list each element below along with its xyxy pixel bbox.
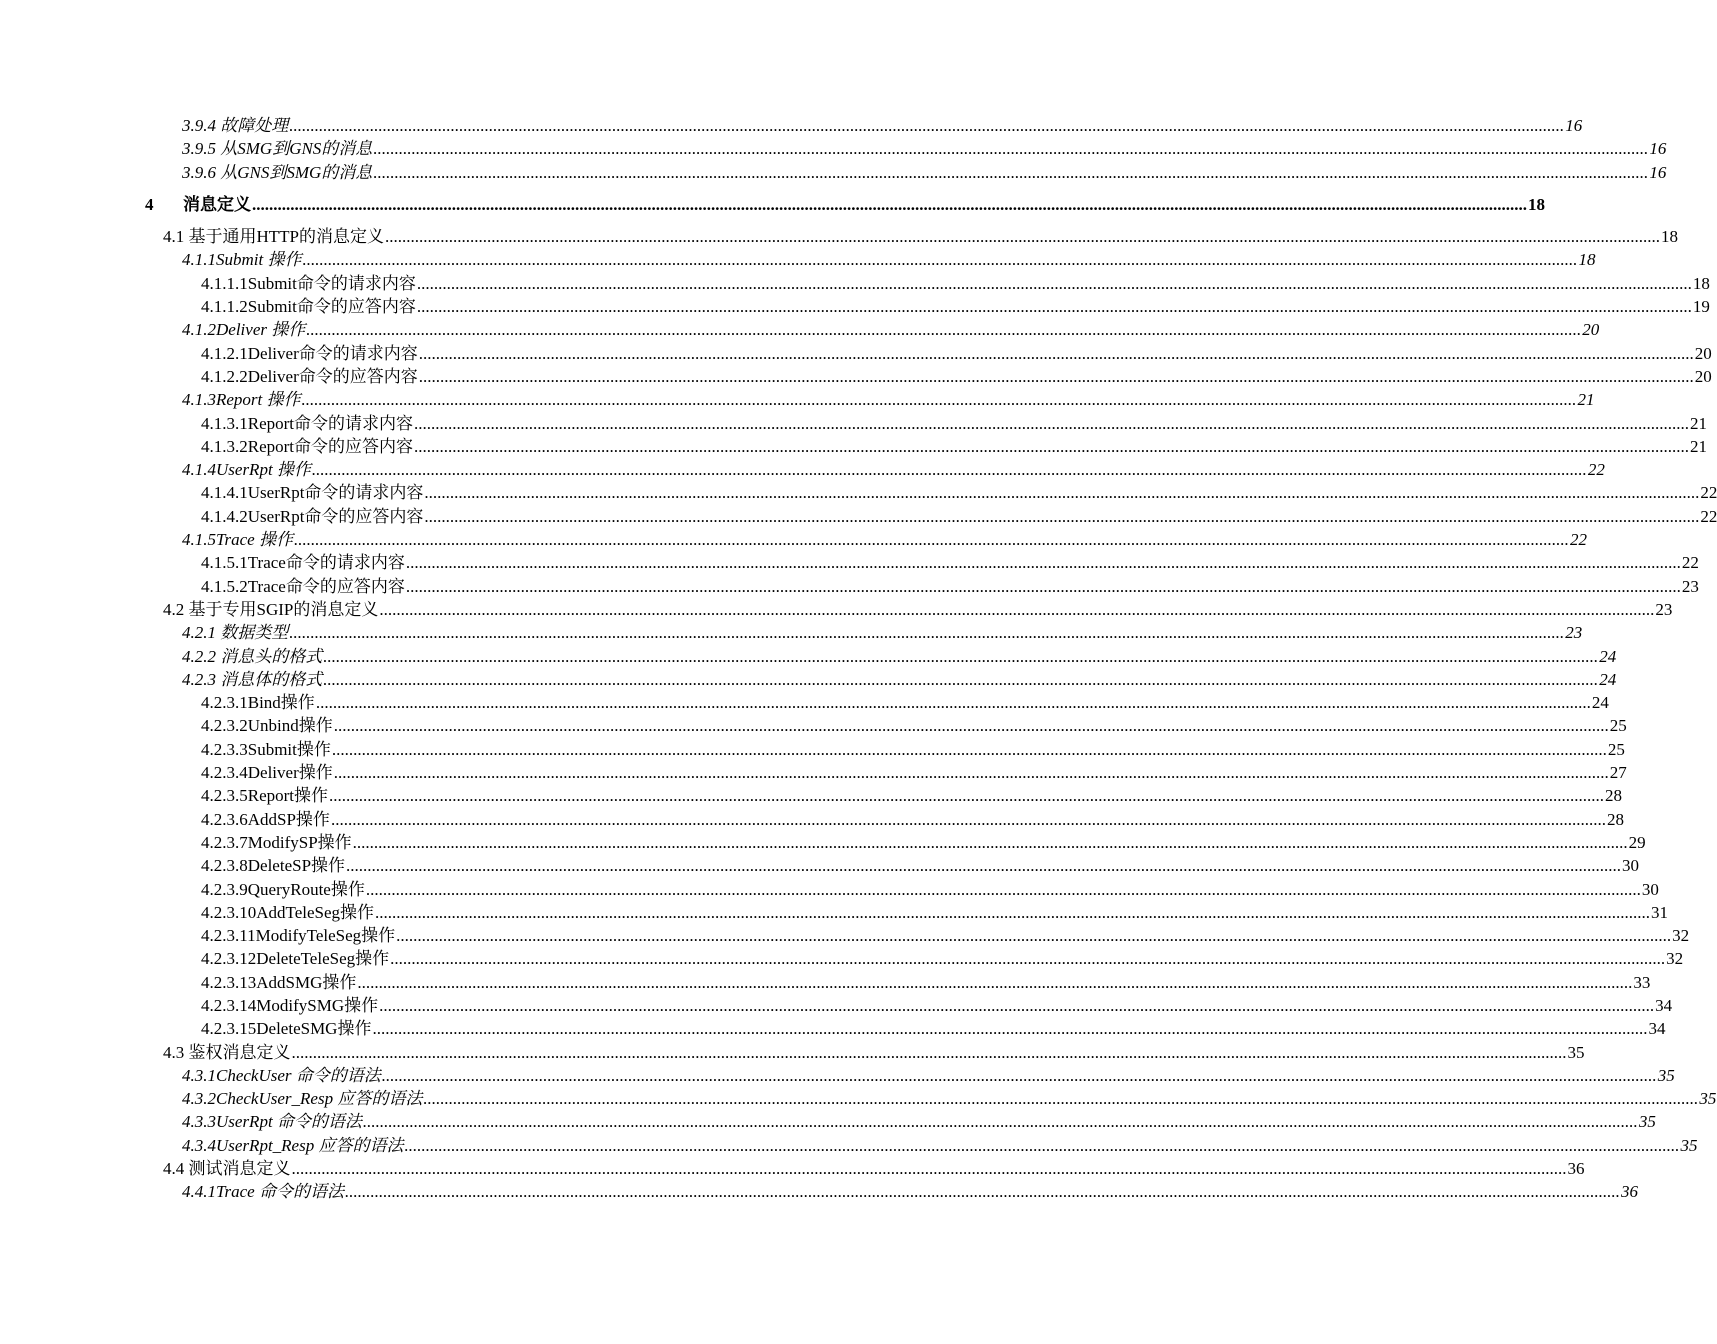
toc-entry-number: 4 — [145, 194, 154, 214]
toc-entry[interactable] — [0, 1087, 1717, 1110]
toc-entry[interactable] — [0, 761, 1627, 784]
toc-dot-leader: ............................................................................................................................................................................................................................................................................................................ — [329, 786, 1605, 806]
toc-dot-leader: ............................................................................................................................................................................................................................................................................................................ — [396, 926, 1672, 946]
toc-page-number: 19 — [1692, 297, 1710, 317]
toc-dot-leader: ............................................................................................................................................................................................................................................................................................................ — [301, 390, 1577, 410]
toc-entry-title: 4.1.3Report 操作 — [182, 390, 301, 410]
toc-entry[interactable] — [0, 505, 1717, 528]
toc-entry-title: 4.2.3.10AddTeleSeg操作 — [201, 902, 375, 922]
toc-entry[interactable] — [0, 1041, 1585, 1064]
toc-page-number: 22 — [1700, 483, 1717, 503]
toc-dot-leader: ............................................................................................................................................................................................................................................................................................................ — [414, 436, 1690, 456]
toc-dot-leader: ............................................................................................................................................................................................................................................................................................................ — [315, 693, 1591, 713]
toc-dot-leader: ............................................................................................................................................................................................................................................................................................................ — [323, 646, 1599, 666]
table-of-contents — [0, 114, 1717, 1204]
toc-dot-leader: ............................................................................................................................................................................................................................................................................................................ — [373, 139, 1649, 159]
toc-entry[interactable] — [0, 1180, 1638, 1203]
toc-entry-title: 4.3.1CheckUser 命令的语法 — [182, 1065, 381, 1085]
toc-entry-title: 4.1.5Trace 操作 — [182, 530, 293, 550]
toc-entry-title: 4.1.1Submit 操作 — [182, 250, 302, 270]
toc-entry-title: 4.1.3.1Report命令的请求内容 — [201, 413, 414, 433]
toc-dot-leader: ............................................................................................................................................................................................................................................................................................................ — [385, 227, 1660, 247]
toc-page-number: 22 — [1587, 460, 1605, 480]
toc-page-number: 16 — [1565, 116, 1583, 135]
toc-entry-title: 3.9.4 故障处理 — [182, 116, 289, 135]
toc-entry[interactable] — [0, 1017, 1666, 1040]
toc-entry-title: 4.2.3.9QueryRoute操作 — [201, 879, 365, 899]
toc-entry-title: 4.3.2CheckUser_Resp 应答的语法 — [182, 1089, 423, 1109]
toc-dot-leader: ............................................................................................................................................................................................................................................................................................................ — [405, 576, 1681, 596]
toc-dot-leader: ............................................................................................................................................................................................................................................................................................................ — [344, 1182, 1620, 1202]
toc-entry[interactable] — [0, 342, 1712, 365]
toc-entry-title: 4.2.1 数据类型 — [182, 623, 289, 643]
toc-dot-leader: ............................................................................................................................................................................................................................................................................................................ — [357, 972, 1633, 992]
toc-page-number: 28 — [1606, 809, 1624, 829]
toc-entry[interactable] — [0, 878, 1659, 901]
toc-dot-leader: ............................................................................................................................................................................................................................................................................................................ — [333, 716, 1609, 736]
toc-entry[interactable] — [0, 161, 1667, 184]
toc-dot-leader: ............................................................................................................................................................................................................................................................................................................ — [291, 1159, 1567, 1179]
toc-entry-title: 4.2.2 消息头的格式 — [182, 646, 323, 666]
toc-page-number: 30 — [1622, 856, 1640, 876]
toc-dot-leader: ............................................................................................................................................................................................................................................................................................................ — [330, 809, 1606, 829]
toc-page-number: 21 — [1690, 413, 1708, 433]
toc-entry[interactable] — [0, 901, 1669, 924]
toc-entry-title: 4.2.3.2Unbind操作 — [201, 716, 333, 736]
toc-page-number: 21 — [1577, 390, 1595, 410]
toc-page-number: 25 — [1607, 739, 1625, 759]
toc-entry[interactable] — [0, 854, 1640, 877]
toc-entry[interactable] — [0, 714, 1627, 737]
toc-page-number: 24 — [1599, 669, 1617, 689]
toc-entry[interactable] — [0, 645, 1617, 668]
toc-dot-leader: ............................................................................................................................................................................................................................................................................................................ — [362, 1112, 1638, 1132]
toc-dot-leader: ............................................................................................................................................................................................................................................................................................................ — [365, 879, 1641, 899]
toc-dot-leader: ............................................................................................................................................................................................................................................................................................................ — [372, 1019, 1648, 1039]
toc-entry-title: 4.2.3.1Bind操作 — [201, 693, 315, 713]
toc-entry[interactable] — [0, 551, 1699, 574]
toc-entry[interactable] — [0, 365, 1712, 388]
toc-page-number: 18 — [1692, 273, 1710, 293]
toc-page-number: 36 — [1620, 1182, 1638, 1202]
toc-page-number: 18 — [1528, 194, 1545, 214]
toc-entry[interactable] — [0, 193, 1545, 216]
toc-entry[interactable] — [0, 924, 1690, 947]
toc-dot-leader: ............................................................................................................................................................................................................................................................................................................ — [418, 366, 1694, 386]
toc-entry[interactable] — [0, 248, 1596, 271]
toc-entry-title: 4.2.3.15DeleteSMG操作 — [201, 1019, 372, 1039]
toc-dot-leader: ............................................................................................................................................................................................................................................................................................................ — [306, 320, 1582, 340]
toc-entry-title: 3.9.6 从GNS到SMG的消息 — [182, 162, 373, 182]
toc-page-number: 34 — [1648, 1019, 1666, 1039]
toc-entry[interactable] — [0, 1110, 1656, 1133]
toc-entry-title: 4.2 基于专用SGIP的消息定义 — [163, 599, 379, 619]
toc-entry-title: 4.4.1Trace 命令的语法 — [182, 1182, 344, 1202]
toc-entry[interactable] — [0, 831, 1646, 854]
toc-entry[interactable] — [0, 295, 1710, 318]
toc-entry[interactable] — [0, 994, 1673, 1017]
toc-dot-leader: ............................................................................................................................................................................................................................................................................................................ — [416, 297, 1692, 317]
toc-entry[interactable] — [0, 808, 1624, 831]
toc-page-number: 34 — [1655, 995, 1673, 1015]
toc-dot-leader: ............................................................................................................................................................................................................................................................................................................ — [381, 1065, 1657, 1085]
toc-entry[interactable] — [0, 784, 1623, 807]
toc-dot-leader: ............................................................................................................................................................................................................................................................................................................ — [346, 856, 1622, 876]
toc-entry-title: 4.1.5.2Trace命令的应答内容 — [201, 576, 405, 596]
toc-entry-title: 4.1 基于通用HTTP的消息定义 — [163, 227, 384, 247]
toc-dot-leader: ............................................................................................................................................................................................................................................................................................................ — [293, 530, 1569, 550]
toc-entry[interactable] — [0, 947, 1684, 970]
toc-page-number: 22 — [1681, 553, 1699, 573]
toc-page-number: 35 — [1657, 1065, 1675, 1085]
toc-page-number: 25 — [1609, 716, 1627, 736]
toc-entry-title: 4.2.3.4Deliver操作 — [201, 763, 333, 783]
toc-page-number: 18 — [1578, 250, 1596, 270]
toc-page-number: 33 — [1633, 972, 1651, 992]
toc-entry[interactable] — [0, 114, 1583, 137]
toc-entry-title: 4.2.3.7ModifySP操作 — [201, 832, 352, 852]
toc-entry[interactable] — [0, 971, 1651, 994]
toc-page-number: 23 — [1681, 576, 1699, 596]
toc-dot-leader: ............................................................................................................................................................................................................................................................................................................ — [323, 669, 1599, 689]
toc-dot-leader: ............................................................................................................................................................................................................................................................................................................ — [404, 1135, 1680, 1155]
toc-entry-title: 4.2.3.12DeleteTeleSeg操作 — [201, 949, 390, 969]
toc-dot-leader: ............................................................................................................................................................................................................................................................................................................ — [311, 460, 1587, 480]
toc-page-number: 35 — [1680, 1135, 1698, 1155]
toc-dot-leader: ............................................................................................................................................................................................................................................................................................................ — [424, 506, 1700, 526]
toc-entry-title: 4.2.3.6AddSP操作 — [201, 809, 330, 829]
toc-entry[interactable] — [0, 388, 1595, 411]
toc-entry-title: 4.3.3UserRpt 命令的语法 — [182, 1112, 362, 1132]
toc-entry-title: 4.3.4UserRpt_Resp 应答的语法 — [182, 1135, 404, 1155]
toc-entry[interactable] — [0, 1134, 1698, 1157]
toc-entry-title: 4.2.3.11ModifyTeleSeg操作 — [201, 926, 396, 946]
toc-dot-leader: ............................................................................................................................................................................................................................................................................................................ — [405, 553, 1681, 573]
toc-entry-label: 消息定义 — [183, 194, 251, 214]
toc-entry-title: 4.2.3.14ModifySMG操作 — [201, 995, 379, 1015]
toc-page-number: 23 — [1655, 599, 1673, 619]
toc-entry[interactable] — [0, 481, 1717, 504]
toc-entry-title: 4.1.3.2Report命令的应答内容 — [201, 436, 414, 456]
toc-entry[interactable] — [0, 1157, 1585, 1180]
toc-entry-title: 4.2.3.8DeleteSP操作 — [201, 856, 346, 876]
toc-entry[interactable] — [0, 1064, 1675, 1087]
toc-dot-leader: ............................................................................................................................................................................................................................................................................................................ — [289, 116, 1565, 135]
toc-entry-title: 4.4 测试消息定义 — [163, 1159, 291, 1179]
toc-dot-leader: ............................................................................................................................................................................................................................................................................................................ — [333, 763, 1609, 783]
toc-dot-leader: ............................................................................................................................................................................................................................................................................................................ — [373, 162, 1649, 182]
toc-page-number: 20 — [1582, 320, 1600, 340]
toc-dot-leader: ............................................................................................................................................................................................................................................................................................................ — [289, 623, 1565, 643]
toc-entry[interactable] — [0, 528, 1587, 551]
toc-page-number: 18 — [1661, 227, 1678, 247]
toc-page-number: 35 — [1567, 1042, 1585, 1062]
toc-dot-leader: ............................................................................................................................................................................................................................................................................................................ — [379, 599, 1655, 619]
toc-entry-title: 4.1.5.1Trace命令的请求内容 — [201, 553, 405, 573]
toc-entry-title — [145, 193, 251, 216]
toc-entry[interactable] — [0, 458, 1605, 481]
toc-entry[interactable] — [0, 412, 1708, 435]
toc-entry-title: 4.2.3.3Submit操作 — [201, 739, 331, 759]
toc-entry[interactable] — [0, 691, 1609, 714]
toc-page-number: 30 — [1641, 879, 1659, 899]
toc-page-number: 23 — [1565, 623, 1583, 643]
toc-entry[interactable] — [0, 225, 1678, 248]
toc-entry-title: 4.1.4.1UserRpt命令的请求内容 — [201, 483, 424, 503]
toc-entry[interactable] — [0, 137, 1667, 160]
toc-entry-title: 4.1.4.2UserRpt命令的应答内容 — [201, 506, 424, 526]
toc-dot-leader: ............................................................................................................................................................................................................................................................................................................ — [418, 343, 1694, 363]
toc-page-number: 16 — [1649, 162, 1667, 182]
toc-dot-leader: ............................................................................................................................................................................................................................................................................................................ — [416, 273, 1692, 293]
toc-entry-title: 4.2.3.5Report操作 — [201, 786, 329, 806]
toc-page-number: 24 — [1599, 646, 1617, 666]
toc-dot-leader: ............................................................................................................................................................................................................................................................................................................ — [423, 1089, 1699, 1109]
toc-entry[interactable] — [0, 738, 1625, 761]
toc-page-number: 28 — [1605, 786, 1623, 806]
toc-entry-title: 4.3 鉴权消息定义 — [163, 1042, 291, 1062]
toc-dot-leader: ............................................................................................................................................................................................................................................................................................................ — [302, 250, 1578, 270]
toc-page-number: 29 — [1628, 832, 1646, 852]
toc-page-number: 27 — [1609, 763, 1627, 783]
toc-entry[interactable] — [0, 318, 1600, 341]
toc-entry-title: 4.1.1.2Submit命令的应答内容 — [201, 297, 416, 317]
toc-page-number: 21 — [1690, 436, 1708, 456]
toc-page-number: 24 — [1591, 693, 1609, 713]
toc-page-number: 22 — [1700, 506, 1717, 526]
toc-entry[interactable] — [0, 621, 1583, 644]
toc-entry[interactable] — [0, 575, 1699, 598]
toc-entry-title: 4.1.4UserRpt 操作 — [182, 460, 311, 480]
toc-dot-leader: ............................................................................................................................................................................................................................................................................................................ — [390, 949, 1666, 969]
toc-entry-title: 4.2.3 消息体的格式 — [182, 669, 323, 689]
toc-dot-leader: ............................................................................................................................................................................................................................................................................................................ — [331, 739, 1607, 759]
toc-dot-leader: ............................................................................................................................................................................................................................................................................................................ — [375, 902, 1651, 922]
toc-entry-title: 3.9.5 从SMG到GNS的消息 — [182, 139, 373, 159]
toc-entry[interactable] — [0, 598, 1673, 621]
toc-page-number: 20 — [1694, 343, 1712, 363]
toc-entry[interactable] — [0, 272, 1710, 295]
toc-page-number: 32 — [1666, 949, 1684, 969]
toc-dot-leader: ............................................................................................................................................................................................................................................................................................................ — [291, 1042, 1567, 1062]
toc-page-number: 32 — [1672, 926, 1690, 946]
toc-entry-title: 4.1.2.1Deliver命令的请求内容 — [201, 343, 418, 363]
toc-entry-title: 4.1.2.2Deliver命令的应答内容 — [201, 366, 418, 386]
toc-entry[interactable] — [0, 435, 1708, 458]
toc-page-number: 16 — [1649, 139, 1667, 159]
toc-dot-leader: ............................................................................................................................................................................................................................................................................................................ — [252, 194, 1527, 214]
toc-page-number: 36 — [1567, 1159, 1585, 1179]
toc-page-number: 35 — [1699, 1089, 1717, 1109]
toc-entry[interactable] — [0, 668, 1617, 691]
toc-dot-leader: ............................................................................................................................................................................................................................................................................................................ — [352, 832, 1628, 852]
toc-entry-title: 4.1.1.1Submit命令的请求内容 — [201, 273, 416, 293]
toc-dot-leader: ............................................................................................................................................................................................................................................................................................................ — [414, 413, 1690, 433]
toc-dot-leader: ............................................................................................................................................................................................................................................................................................................ — [424, 483, 1700, 503]
toc-page-number: 31 — [1651, 902, 1669, 922]
toc-dot-leader: ............................................................................................................................................................................................................................................................................................................ — [379, 995, 1655, 1015]
toc-entry-title: 4.1.2Deliver 操作 — [182, 320, 306, 340]
toc-page-number: 22 — [1569, 530, 1587, 550]
toc-entry-title: 4.2.3.13AddSMG操作 — [201, 972, 357, 992]
toc-page-number: 20 — [1694, 366, 1712, 386]
toc-page-number: 35 — [1638, 1112, 1656, 1132]
